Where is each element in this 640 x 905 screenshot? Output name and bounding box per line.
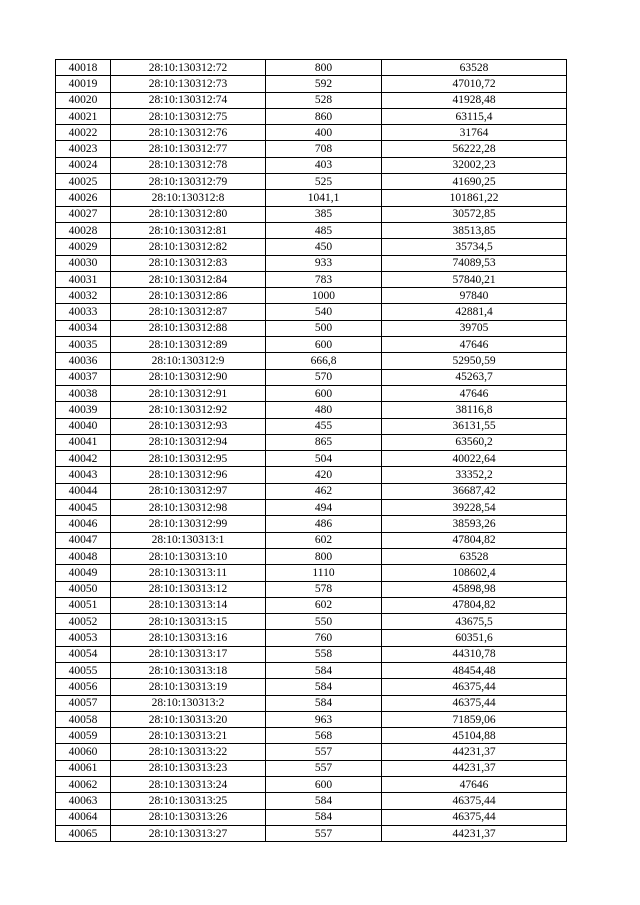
cadastral-number-cell: 28:10:130312:96 [111,467,266,483]
value-cell: 35734,5 [382,239,567,255]
area-cell: 578 [266,581,382,597]
cadastral-number-cell: 28:10:130313:17 [111,646,266,662]
area-cell: 584 [266,695,382,711]
table-row [56,711,567,727]
row-number-cell: 40039 [56,402,111,418]
row-number-cell: 40018 [56,60,111,76]
row-number-cell: 40019 [56,76,111,92]
value-cell: 45104,88 [382,728,567,744]
cadastral-number-cell: 28:10:130312:73 [111,76,266,92]
table-row [56,369,567,385]
table-row [56,597,567,613]
cadastral-number-cell: 28:10:130313:24 [111,777,266,793]
row-number-cell: 40051 [56,597,111,613]
cadastral-number-cell: 28:10:130312:86 [111,288,266,304]
table-row [56,728,567,744]
table-row [56,288,567,304]
cadastral-number-cell: 28:10:130312:84 [111,271,266,287]
row-number-cell: 40025 [56,174,111,190]
area-cell: 550 [266,614,382,630]
area-cell: 462 [266,483,382,499]
cadastral-number-cell: 28:10:130312:94 [111,434,266,450]
row-number-cell: 40044 [56,483,111,499]
table-row [56,402,567,418]
cadastral-number-cell: 28:10:130312:74 [111,92,266,108]
row-number-cell: 40027 [56,206,111,222]
area-cell: 584 [266,793,382,809]
cadastral-number-cell: 28:10:130313:20 [111,711,266,727]
table-row [56,744,567,760]
area-cell: 385 [266,206,382,222]
value-cell: 33352,2 [382,467,567,483]
value-cell: 47646 [382,337,567,353]
cadastral-number-cell: 28:10:130312:8 [111,190,266,206]
cadastral-number-cell: 28:10:130312:89 [111,337,266,353]
row-number-cell: 40030 [56,255,111,271]
cadastral-number-cell: 28:10:130312:83 [111,255,266,271]
row-number-cell: 40036 [56,353,111,369]
cadastral-number-cell: 28:10:130313:22 [111,744,266,760]
area-cell: 1110 [266,565,382,581]
area-cell: 557 [266,760,382,776]
table-row [56,304,567,320]
row-number-cell: 40021 [56,108,111,124]
row-number-cell: 40029 [56,239,111,255]
value-cell: 74089,53 [382,255,567,271]
cadastral-number-cell: 28:10:130313:18 [111,662,266,678]
table-row [56,239,567,255]
table-row [56,222,567,238]
row-number-cell: 40056 [56,679,111,695]
value-cell: 44231,37 [382,760,567,776]
cadastral-number-cell: 28:10:130312:77 [111,141,266,157]
row-number-cell: 40045 [56,500,111,516]
value-cell: 39228,54 [382,500,567,516]
area-cell: 602 [266,597,382,613]
area-cell: 558 [266,646,382,662]
data-table [55,59,567,842]
value-cell: 38513,85 [382,222,567,238]
table-row [56,125,567,141]
row-number-cell: 40031 [56,271,111,287]
cadastral-number-cell: 28:10:130312:91 [111,385,266,401]
cadastral-number-cell: 28:10:130313:1 [111,532,266,548]
row-number-cell: 40046 [56,516,111,532]
cadastral-number-cell: 28:10:130313:11 [111,565,266,581]
cadastral-number-cell: 28:10:130313:21 [111,728,266,744]
table-row [56,825,567,841]
value-cell: 48454,48 [382,662,567,678]
value-cell: 38593,26 [382,516,567,532]
value-cell: 44231,37 [382,825,567,841]
table-row [56,581,567,597]
area-cell: 963 [266,711,382,727]
row-number-cell: 40062 [56,777,111,793]
area-cell: 485 [266,222,382,238]
table-row [56,92,567,108]
value-cell: 47804,82 [382,597,567,613]
table-row [56,434,567,450]
row-number-cell: 40052 [56,614,111,630]
value-cell: 41928,48 [382,92,567,108]
row-number-cell: 40065 [56,825,111,841]
value-cell: 44231,37 [382,744,567,760]
area-cell: 600 [266,385,382,401]
table-row [56,500,567,516]
area-cell: 584 [266,662,382,678]
area-cell: 568 [266,728,382,744]
value-cell: 36687,42 [382,483,567,499]
table-row [56,141,567,157]
row-number-cell: 40024 [56,157,111,173]
value-cell: 44310,78 [382,646,567,662]
row-number-cell: 40061 [56,760,111,776]
cadastral-number-cell: 28:10:130312:82 [111,239,266,255]
cadastral-number-cell: 28:10:130313:2 [111,695,266,711]
area-cell: 540 [266,304,382,320]
row-number-cell: 40058 [56,711,111,727]
table-row [56,353,567,369]
value-cell: 52950,59 [382,353,567,369]
table-row [56,760,567,776]
row-number-cell: 40059 [56,728,111,744]
table-row [56,76,567,92]
row-number-cell: 40049 [56,565,111,581]
value-cell: 40022,64 [382,451,567,467]
cadastral-number-cell: 28:10:130313:14 [111,597,266,613]
value-cell: 47646 [382,777,567,793]
value-cell: 45898,98 [382,581,567,597]
value-cell: 47646 [382,385,567,401]
value-cell: 63528 [382,60,567,76]
value-cell: 63560,2 [382,434,567,450]
row-number-cell: 40063 [56,793,111,809]
value-cell: 108602,4 [382,565,567,581]
row-number-cell: 40057 [56,695,111,711]
area-cell: 450 [266,239,382,255]
table-row [56,190,567,206]
table-row [56,777,567,793]
row-number-cell: 40035 [56,337,111,353]
row-number-cell: 40053 [56,630,111,646]
row-number-cell: 40048 [56,548,111,564]
cadastral-number-cell: 28:10:130312:80 [111,206,266,222]
value-cell: 39705 [382,320,567,336]
cadastral-number-cell: 28:10:130313:23 [111,760,266,776]
value-cell: 46375,44 [382,695,567,711]
area-cell: 708 [266,141,382,157]
row-number-cell: 40033 [56,304,111,320]
cadastral-number-cell: 28:10:130312:92 [111,402,266,418]
table-row [56,516,567,532]
table-row [56,271,567,287]
row-number-cell: 40028 [56,222,111,238]
value-cell: 43675,5 [382,614,567,630]
value-cell: 45263,7 [382,369,567,385]
cadastral-number-cell: 28:10:130313:27 [111,825,266,841]
table-row [56,646,567,662]
value-cell: 46375,44 [382,809,567,825]
table-row [56,174,567,190]
area-cell: 455 [266,418,382,434]
cadastral-number-cell: 28:10:130313:16 [111,630,266,646]
area-cell: 800 [266,548,382,564]
table-row [56,483,567,499]
cadastral-number-cell: 28:10:130313:15 [111,614,266,630]
cadastral-number-cell: 28:10:130312:97 [111,483,266,499]
table-row [56,793,567,809]
row-number-cell: 40034 [56,320,111,336]
area-cell: 933 [266,255,382,271]
area-cell: 584 [266,679,382,695]
value-cell: 41690,25 [382,174,567,190]
table-row [56,157,567,173]
area-cell: 403 [266,157,382,173]
table-row [56,679,567,695]
cadastral-number-cell: 28:10:130312:98 [111,500,266,516]
area-cell: 420 [266,467,382,483]
table-row [56,337,567,353]
row-number-cell: 40037 [56,369,111,385]
cadastral-number-cell: 28:10:130313:10 [111,548,266,564]
table-row [56,108,567,124]
cadastral-number-cell: 28:10:130312:78 [111,157,266,173]
area-cell: 865 [266,434,382,450]
table-row [56,467,567,483]
value-cell: 32002,23 [382,157,567,173]
area-cell: 557 [266,744,382,760]
value-cell: 46375,44 [382,793,567,809]
table-body [56,60,567,842]
table-row [56,255,567,271]
cadastral-number-cell: 28:10:130312:81 [111,222,266,238]
value-cell: 31764 [382,125,567,141]
value-cell: 42881,4 [382,304,567,320]
area-cell: 480 [266,402,382,418]
cadastral-number-cell: 28:10:130312:90 [111,369,266,385]
cadastral-number-cell: 28:10:130313:25 [111,793,266,809]
area-cell: 860 [266,108,382,124]
table-row [56,385,567,401]
value-cell: 60351,6 [382,630,567,646]
area-cell: 600 [266,777,382,793]
area-cell: 1041,1 [266,190,382,206]
table-row [56,532,567,548]
row-number-cell: 40043 [56,467,111,483]
area-cell: 584 [266,809,382,825]
area-cell: 666,8 [266,353,382,369]
area-cell: 1000 [266,288,382,304]
row-number-cell: 40038 [56,385,111,401]
cadastral-number-cell: 28:10:130312:93 [111,418,266,434]
value-cell: 63528 [382,548,567,564]
area-cell: 600 [266,337,382,353]
cadastral-number-cell: 28:10:130312:88 [111,320,266,336]
cadastral-number-cell: 28:10:130312:79 [111,174,266,190]
value-cell: 71859,06 [382,711,567,727]
area-cell: 783 [266,271,382,287]
table-row [56,60,567,76]
table-row [56,206,567,222]
value-cell: 46375,44 [382,679,567,695]
area-cell: 557 [266,825,382,841]
table-row [56,630,567,646]
cadastral-number-cell: 28:10:130312:99 [111,516,266,532]
cadastral-number-cell: 28:10:130312:87 [111,304,266,320]
value-cell: 36131,55 [382,418,567,434]
area-cell: 602 [266,532,382,548]
area-cell: 528 [266,92,382,108]
table-row [56,320,567,336]
row-number-cell: 40064 [56,809,111,825]
row-number-cell: 40060 [56,744,111,760]
value-cell: 57840,21 [382,271,567,287]
value-cell: 63115,4 [382,108,567,124]
row-number-cell: 40055 [56,662,111,678]
cadastral-number-cell: 28:10:130313:26 [111,809,266,825]
area-cell: 760 [266,630,382,646]
area-cell: 486 [266,516,382,532]
row-number-cell: 40042 [56,451,111,467]
value-cell: 47804,82 [382,532,567,548]
area-cell: 592 [266,76,382,92]
table-row [56,614,567,630]
cadastral-number-cell: 28:10:130312:75 [111,108,266,124]
area-cell: 500 [266,320,382,336]
area-cell: 570 [266,369,382,385]
area-cell: 525 [266,174,382,190]
cadastral-number-cell: 28:10:130312:95 [111,451,266,467]
area-cell: 800 [266,60,382,76]
value-cell: 56222,28 [382,141,567,157]
value-cell: 30572,85 [382,206,567,222]
table-row [56,418,567,434]
row-number-cell: 40032 [56,288,111,304]
cadastral-number-cell: 28:10:130312:76 [111,125,266,141]
table-row [56,809,567,825]
area-cell: 400 [266,125,382,141]
row-number-cell: 40041 [56,434,111,450]
table-row [56,565,567,581]
cadastral-number-cell: 28:10:130313:12 [111,581,266,597]
row-number-cell: 40022 [56,125,111,141]
cadastral-number-cell: 28:10:130312:9 [111,353,266,369]
table-row [56,548,567,564]
area-cell: 494 [266,500,382,516]
area-cell: 504 [266,451,382,467]
value-cell: 38116,8 [382,402,567,418]
table-row [56,695,567,711]
row-number-cell: 40047 [56,532,111,548]
row-number-cell: 40023 [56,141,111,157]
row-number-cell: 40026 [56,190,111,206]
cadastral-number-cell: 28:10:130312:72 [111,60,266,76]
table-row [56,662,567,678]
row-number-cell: 40050 [56,581,111,597]
row-number-cell: 40020 [56,92,111,108]
row-number-cell: 40054 [56,646,111,662]
table-row [56,451,567,467]
value-cell: 97840 [382,288,567,304]
value-cell: 47010,72 [382,76,567,92]
row-number-cell: 40040 [56,418,111,434]
value-cell: 101861,22 [382,190,567,206]
cadastral-number-cell: 28:10:130313:19 [111,679,266,695]
